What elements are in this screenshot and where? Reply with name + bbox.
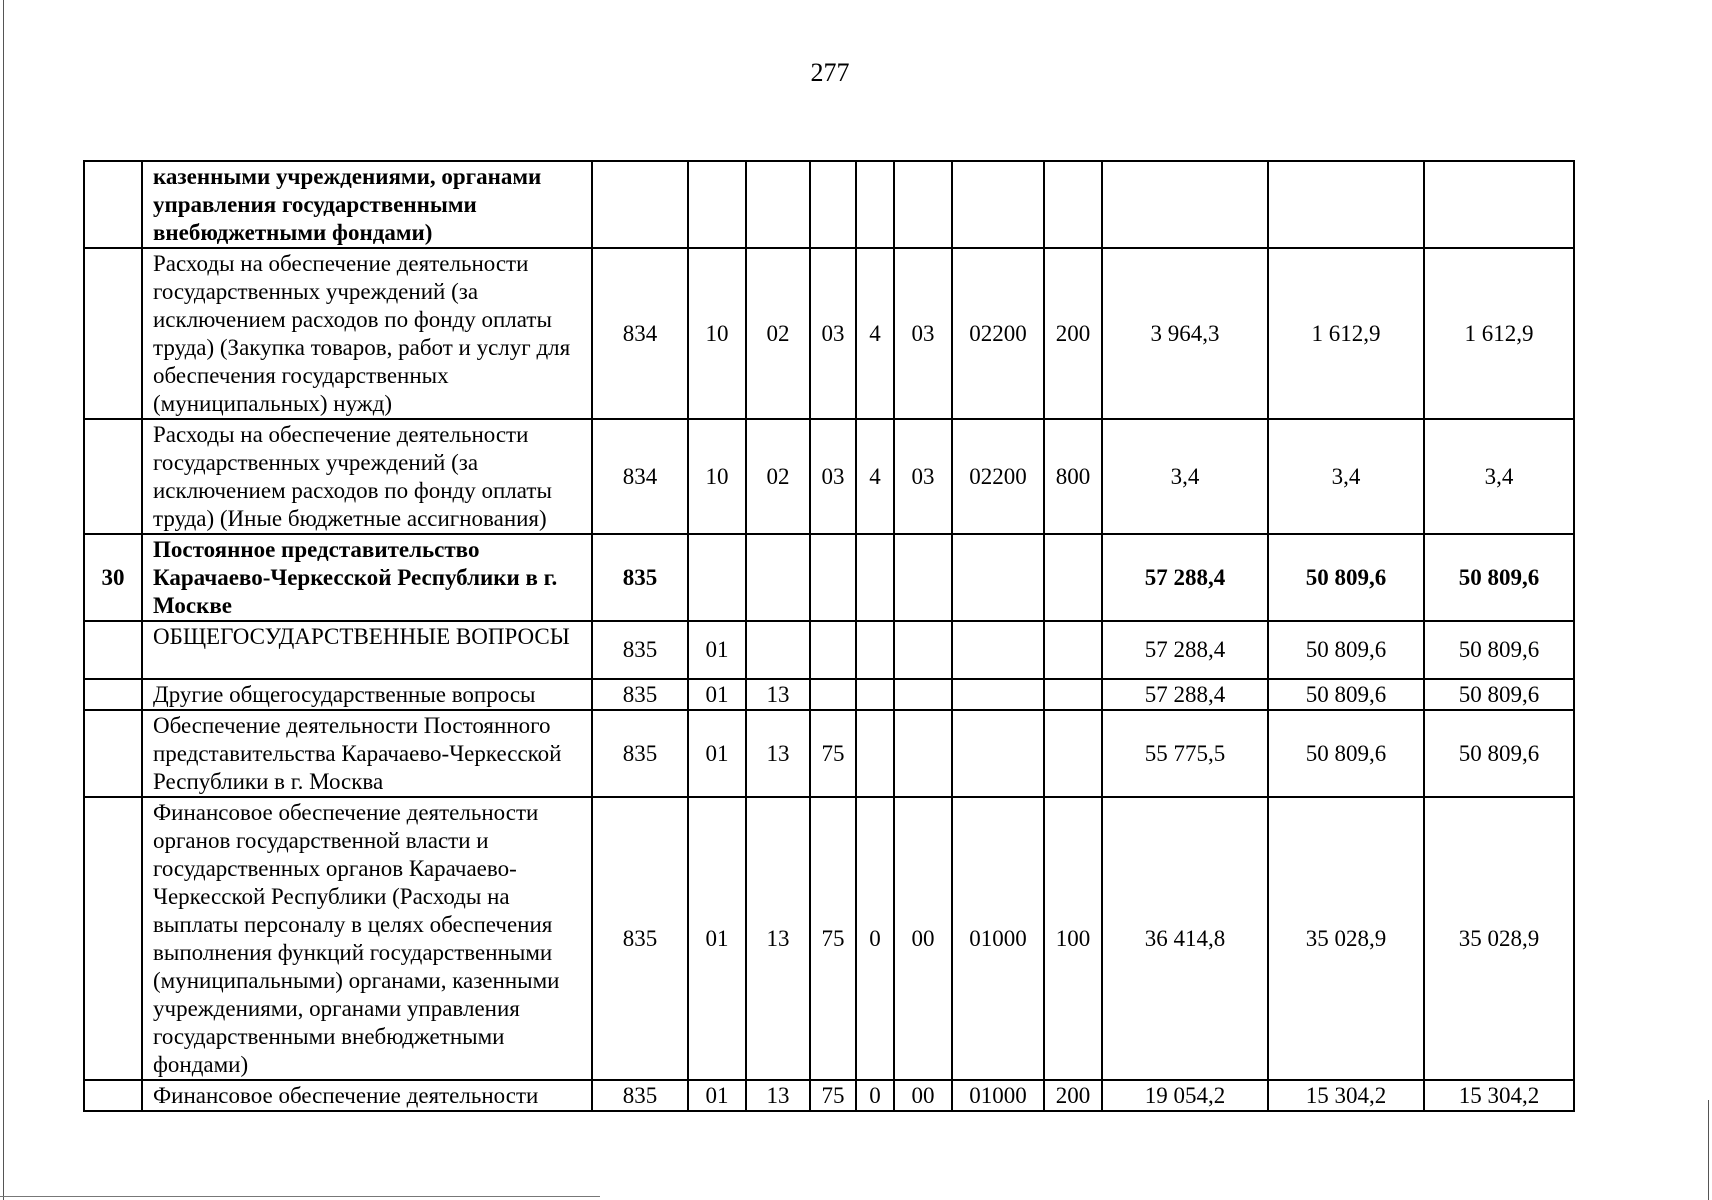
value-year-3: 35 028,9 [1424, 797, 1574, 1080]
table-row [84, 161, 1574, 248]
row-name: Финансовое обеспечение деятельности органов государственной власти и государственных органов Карачаево-Черкесской Республики (Расходы на выплаты персоналу в целях обеспечения выполнения функций государственными (муниципальными) органами, казенными учреждениями, органами управления государственными внебюджетными фондами) [142, 797, 592, 1080]
code-direction [952, 161, 1044, 248]
code-direction: 01000 [952, 797, 1044, 1080]
code-event: 00 [894, 797, 952, 1080]
code-expense-type [1044, 161, 1102, 248]
code-subprogram: 0 [856, 797, 894, 1080]
value-year-1: 57 288,4 [1102, 679, 1268, 710]
code-ministry: 834 [592, 248, 688, 419]
value-year-3 [1424, 161, 1574, 248]
code-subsection: 13 [746, 797, 810, 1080]
table-row [84, 419, 1574, 534]
value-year-3: 1 612,9 [1424, 248, 1574, 419]
row-number [84, 1080, 142, 1111]
code-expense-type: 200 [1044, 248, 1102, 419]
value-year-2: 50 809,6 [1268, 679, 1424, 710]
value-year-3: 50 809,6 [1424, 679, 1574, 710]
code-event [894, 710, 952, 797]
code-section: 01 [688, 679, 746, 710]
row-name: казенными учреждениями, органами управления государственными внебюджетными фондами) [142, 161, 592, 248]
code-subprogram: 0 [856, 1080, 894, 1111]
value-year-2: 50 809,6 [1268, 534, 1424, 621]
row-number [84, 248, 142, 419]
code-subsection [746, 621, 810, 679]
code-ministry [592, 161, 688, 248]
value-year-2: 15 304,2 [1268, 1080, 1424, 1111]
code-section: 01 [688, 1080, 746, 1111]
value-year-2: 50 809,6 [1268, 621, 1424, 679]
code-subsection: 02 [746, 419, 810, 534]
row-number [84, 710, 142, 797]
code-section: 01 [688, 710, 746, 797]
row-number [84, 419, 142, 534]
row-number [84, 621, 142, 679]
table-row [84, 621, 1574, 679]
code-direction: 02200 [952, 419, 1044, 534]
value-year-1: 19 054,2 [1102, 1080, 1268, 1111]
code-expense-type [1044, 621, 1102, 679]
code-section [688, 534, 746, 621]
value-year-2 [1268, 161, 1424, 248]
code-expense-type: 200 [1044, 1080, 1102, 1111]
code-event: 03 [894, 419, 952, 534]
scan-edge-bottom [0, 1196, 600, 1197]
code-direction [952, 679, 1044, 710]
code-section: 10 [688, 248, 746, 419]
code-expense-type: 800 [1044, 419, 1102, 534]
code-subsection [746, 161, 810, 248]
budget-table [83, 160, 1575, 1112]
value-year-1: 3,4 [1102, 419, 1268, 534]
code-expense-type: 100 [1044, 797, 1102, 1080]
code-subprogram: 4 [856, 419, 894, 534]
code-ministry: 835 [592, 797, 688, 1080]
code-section: 01 [688, 621, 746, 679]
code-program: 03 [810, 248, 856, 419]
scan-edge-left [3, 0, 4, 1200]
row-number [84, 161, 142, 248]
value-year-1 [1102, 161, 1268, 248]
row-number [84, 797, 142, 1080]
value-year-1: 36 414,8 [1102, 797, 1268, 1080]
row-name: Обеспечение деятельности Постоянного представительства Карачаево-Черкесской Республики в г. Москва [142, 710, 592, 797]
page-number: 277 [810, 58, 850, 87]
code-subsection: 13 [746, 1080, 810, 1111]
code-ministry: 835 [592, 534, 688, 621]
value-year-3: 3,4 [1424, 419, 1574, 534]
row-name: Постоянное представительство Карачаево-Черкесской Республики в г. Москве [142, 534, 592, 621]
code-section: 01 [688, 797, 746, 1080]
code-subprogram: 4 [856, 248, 894, 419]
table-row [84, 1080, 1574, 1111]
code-program [810, 679, 856, 710]
row-number [84, 679, 142, 710]
value-year-3: 50 809,6 [1424, 710, 1574, 797]
code-direction [952, 534, 1044, 621]
code-event: 03 [894, 248, 952, 419]
code-ministry: 834 [592, 419, 688, 534]
scan-edge-right [1708, 1100, 1709, 1200]
value-year-1: 57 288,4 [1102, 534, 1268, 621]
code-program [810, 534, 856, 621]
value-year-3: 50 809,6 [1424, 621, 1574, 679]
code-expense-type [1044, 534, 1102, 621]
code-subsection [746, 534, 810, 621]
table-row [84, 248, 1574, 419]
row-name: ОБЩЕГОСУДАРСТВЕННЫЕ ВОПРОСЫ [142, 621, 592, 679]
value-year-3: 50 809,6 [1424, 534, 1574, 621]
value-year-1: 3 964,3 [1102, 248, 1268, 419]
code-subprogram [856, 621, 894, 679]
code-subsection: 02 [746, 248, 810, 419]
table-row [84, 797, 1574, 1080]
code-direction [952, 710, 1044, 797]
row-name: Расходы на обеспечение деятельности государственных учреждений (за исключением расходов по фонду оплаты труда) (Закупка товаров, работ и услуг для обеспечения государственных (муниципальных) нужд) [142, 248, 592, 419]
code-program: 75 [810, 797, 856, 1080]
value-year-2: 50 809,6 [1268, 710, 1424, 797]
code-event [894, 679, 952, 710]
code-program: 75 [810, 710, 856, 797]
code-subsection: 13 [746, 679, 810, 710]
code-direction: 01000 [952, 1080, 1044, 1111]
row-name: Расходы на обеспечение деятельности государственных учреждений (за исключением расходов по фонду оплаты труда) (Иные бюджетные ассигнования) [142, 419, 592, 534]
code-expense-type [1044, 710, 1102, 797]
code-section: 10 [688, 419, 746, 534]
value-year-1: 57 288,4 [1102, 621, 1268, 679]
table-row [84, 534, 1574, 621]
code-subprogram [856, 534, 894, 621]
code-section [688, 161, 746, 248]
value-year-2: 35 028,9 [1268, 797, 1424, 1080]
code-subprogram [856, 679, 894, 710]
table-row [84, 710, 1574, 797]
row-name: Финансовое обеспечение деятельности [142, 1080, 592, 1111]
code-event: 00 [894, 1080, 952, 1111]
code-subprogram [856, 710, 894, 797]
code-ministry: 835 [592, 621, 688, 679]
code-ministry: 835 [592, 1080, 688, 1111]
code-ministry: 835 [592, 679, 688, 710]
code-event [894, 161, 952, 248]
value-year-1: 55 775,5 [1102, 710, 1268, 797]
code-event [894, 621, 952, 679]
value-year-2: 3,4 [1268, 419, 1424, 534]
row-number: 30 [84, 534, 142, 621]
code-direction: 02200 [952, 248, 1044, 419]
code-ministry: 835 [592, 710, 688, 797]
value-year-3: 15 304,2 [1424, 1080, 1574, 1111]
code-subsection: 13 [746, 710, 810, 797]
code-program [810, 621, 856, 679]
code-program [810, 161, 856, 248]
code-program: 75 [810, 1080, 856, 1111]
value-year-2: 1 612,9 [1268, 248, 1424, 419]
code-program: 03 [810, 419, 856, 534]
code-direction [952, 621, 1044, 679]
code-expense-type [1044, 679, 1102, 710]
code-subprogram [856, 161, 894, 248]
row-name: Другие общегосударственные вопросы [142, 679, 592, 710]
code-event [894, 534, 952, 621]
table-row [84, 679, 1574, 710]
